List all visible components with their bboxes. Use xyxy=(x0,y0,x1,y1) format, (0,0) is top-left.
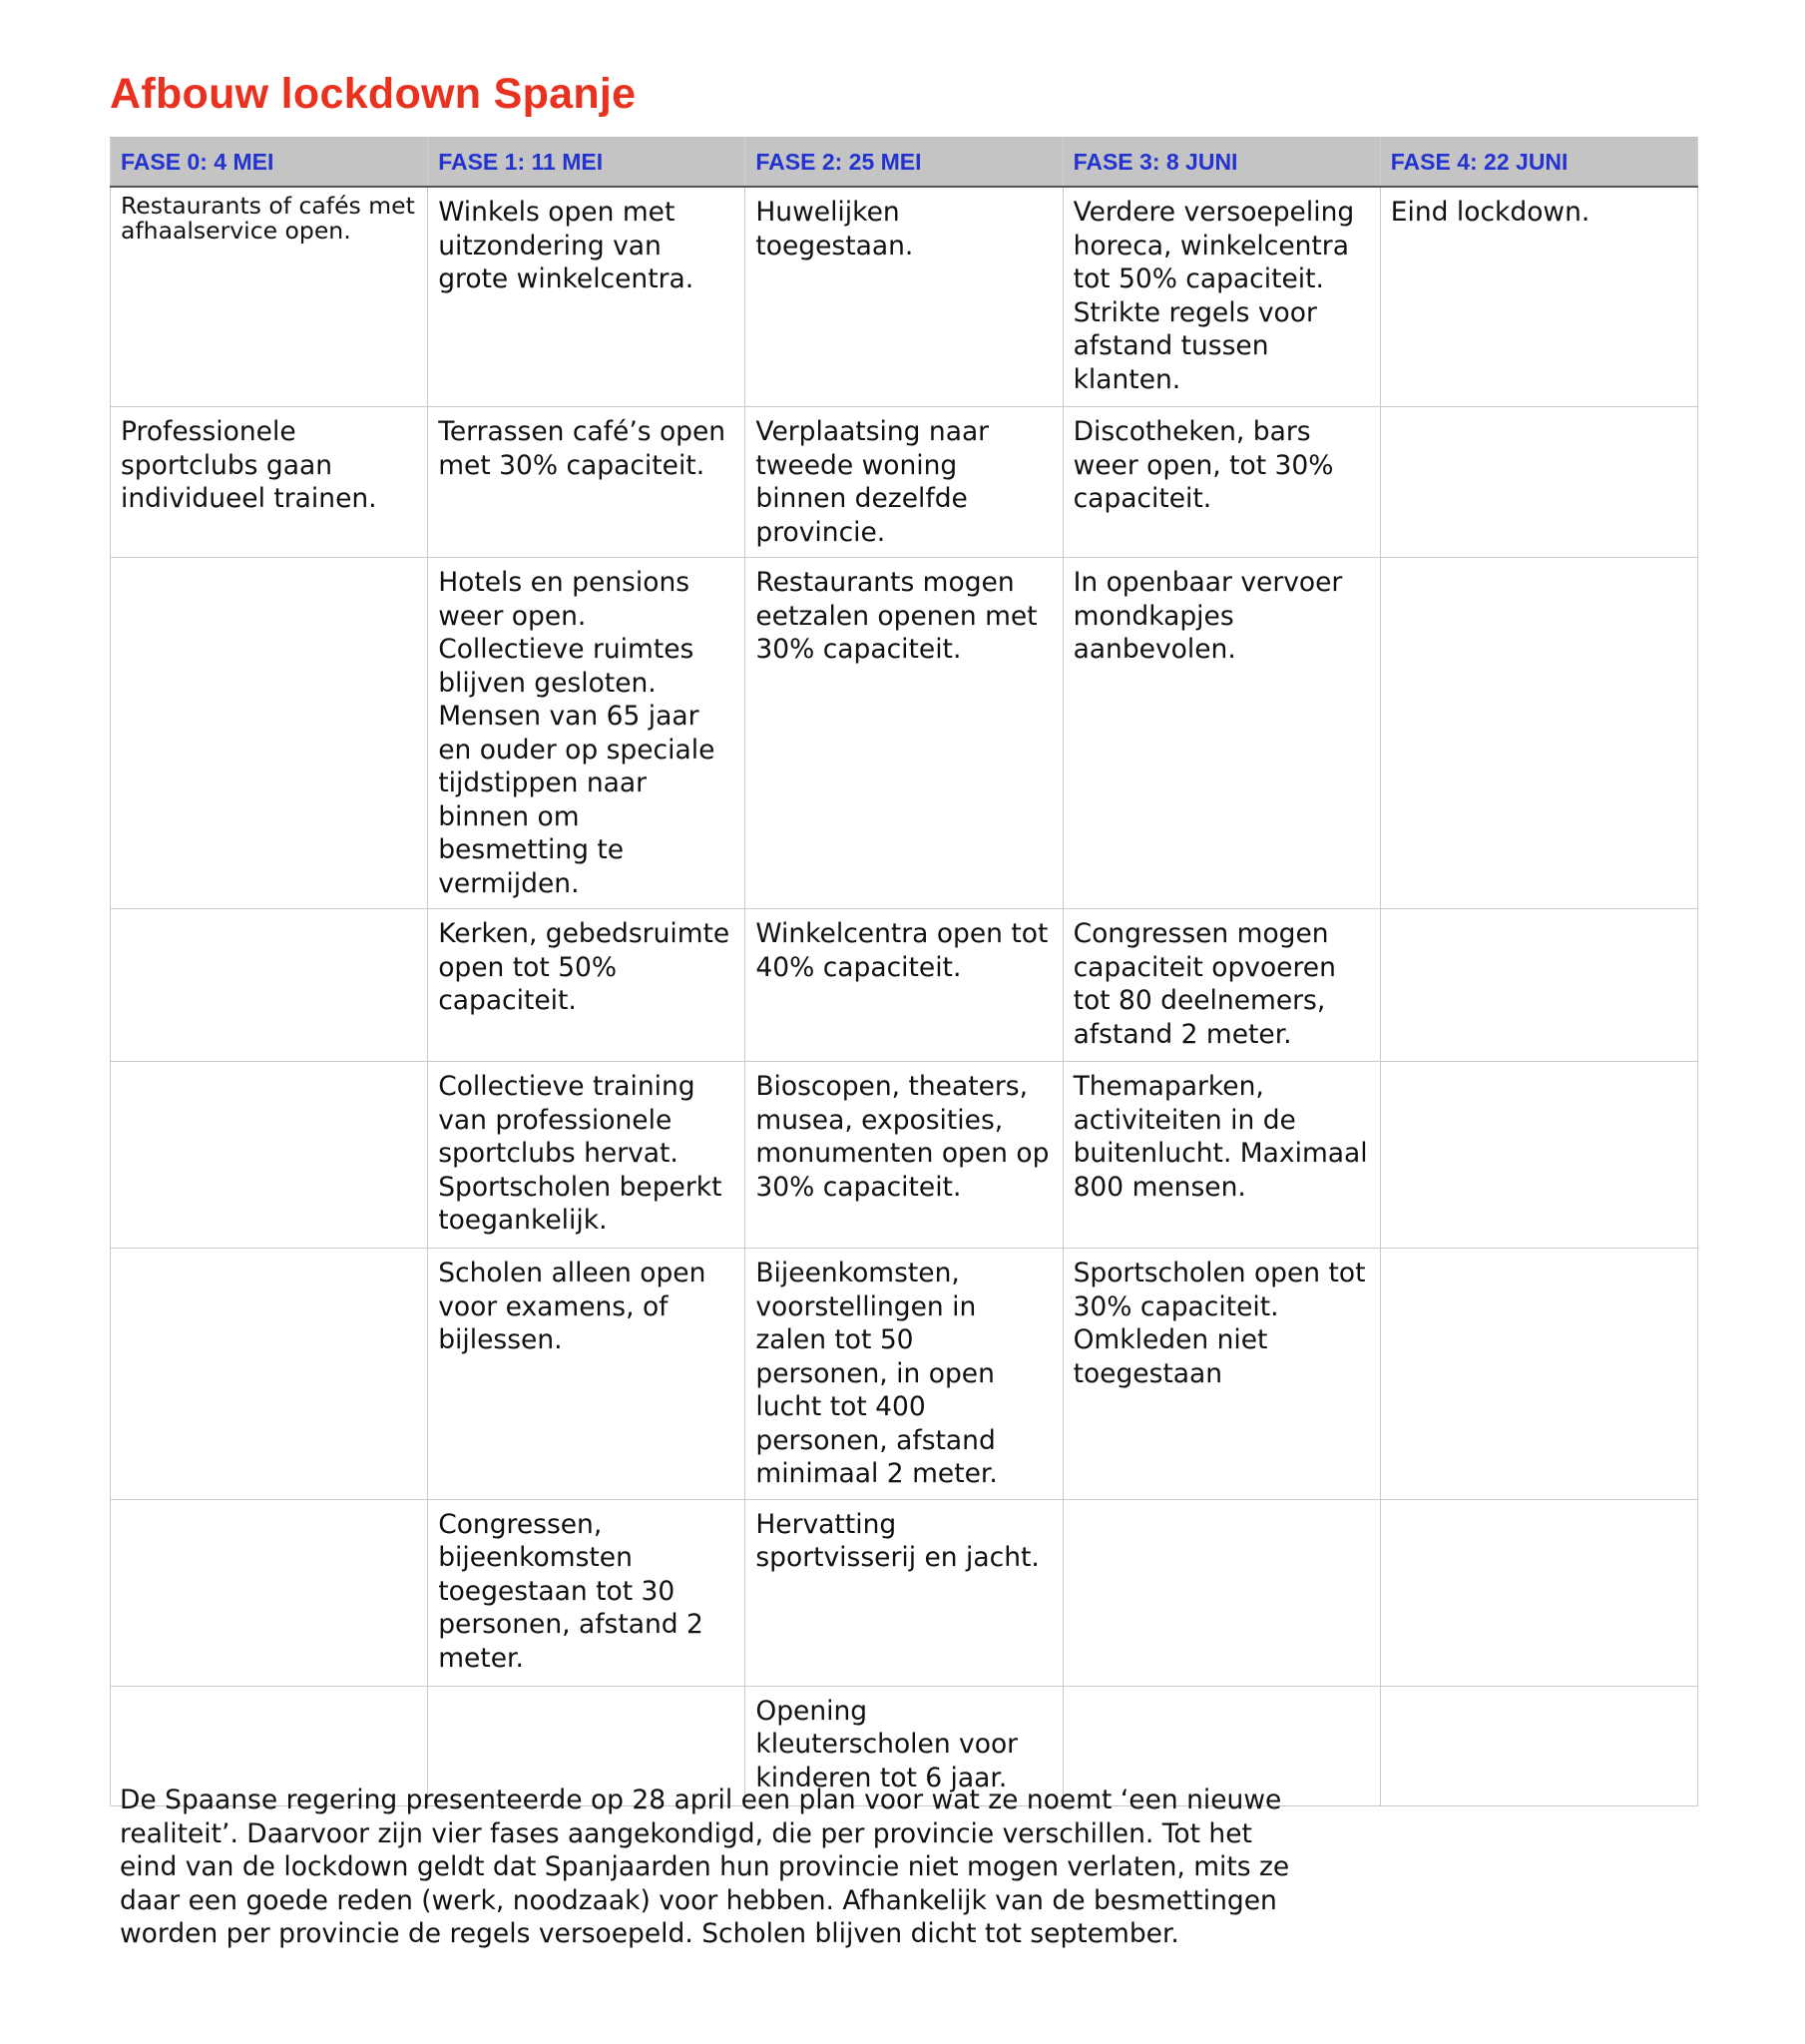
table-cell: Huwelijken toegestaan. xyxy=(745,187,1063,407)
table-cell: Bioscopen, theaters, musea, exposities, monumenten open op 30% capaciteit. xyxy=(745,1062,1063,1249)
table-cell: Discotheken, bars weer open, tot 30% capaciteit. xyxy=(1063,407,1380,558)
table-cell: Scholen alleen open voor examens, of bijlessen. xyxy=(428,1249,745,1500)
table-cell: Congressen, bijeenkomsten toegestaan tot 30 personen, afstand 2 meter. xyxy=(428,1499,745,1686)
table-cell xyxy=(111,1249,428,1500)
table-row xyxy=(111,407,1698,558)
table-cell xyxy=(111,558,428,909)
column-header-fase-4: FASE 4: 22 JUNI xyxy=(1380,138,1697,188)
column-header-fase-1: FASE 1: 11 MEI xyxy=(428,138,745,188)
table-row xyxy=(111,909,1698,1062)
table-cell xyxy=(111,1062,428,1249)
phase-table xyxy=(110,137,1698,1806)
table-cell: In openbaar vervoer mondkapjes aanbevolen. xyxy=(1063,558,1380,909)
table-cell: Opening kleuterscholen voor kinderen tot 6 jaar. xyxy=(745,1686,1063,1805)
table-cell: Restaurants mogen eetzalen openen met 30% capaciteit. xyxy=(745,558,1063,909)
table-cell xyxy=(1380,1686,1697,1805)
table-cell: Professionele sportclubs gaan individueel trainen. xyxy=(111,407,428,558)
table-cell xyxy=(1380,558,1697,909)
table-cell xyxy=(1380,407,1697,558)
table-cell: Hotels en pensions weer open. Collectieve ruimtes blijven gesloten. Mensen van 65 jaar en ouder op speciale tijdstippen naar binnen om besmetting te vermijden. xyxy=(428,558,745,909)
page-title: Afbouw lockdown Spanje xyxy=(110,70,637,118)
table-row xyxy=(111,1499,1698,1686)
column-header-fase-3: FASE 3: 8 JUNI xyxy=(1063,138,1380,188)
column-header-fase-2: FASE 2: 25 MEI xyxy=(745,138,1063,188)
table-cell: Collectieve training van professionele sportclubs hervat. Sportscholen beperkt toegankelijk. xyxy=(428,1062,745,1249)
table-cell xyxy=(1063,1499,1380,1686)
table-cell: Verdere versoepeling horeca, winkelcentra tot 50% capaciteit. Strikte regels voor afstand tussen klanten. xyxy=(1063,187,1380,407)
table-cell xyxy=(1380,1499,1697,1686)
table-row xyxy=(111,1249,1698,1500)
column-header-fase-0: FASE 0: 4 MEI xyxy=(111,138,428,188)
table-cell: Terrassen café’s open met 30% capaciteit. xyxy=(428,407,745,558)
table-row xyxy=(111,187,1698,407)
table-cell: Congressen mogen capaciteit opvoeren tot 80 deelnemers, afstand 2 meter. xyxy=(1063,909,1380,1062)
table-cell: Eind lockdown. xyxy=(1380,187,1697,407)
table-cell: Themaparken, activiteiten in de buitenlucht. Maximaal 800 mensen. xyxy=(1063,1062,1380,1249)
table-cell: Restaurants of cafés met afhaalservice open. xyxy=(111,187,428,407)
table-cell: Winkelcentra open tot 40% capaciteit. xyxy=(745,909,1063,1062)
table-cell: Verplaatsing naar tweede woning binnen dezelfde provincie. xyxy=(745,407,1063,558)
table-cell xyxy=(1380,909,1697,1062)
table-cell: Hervatting sportvisserij en jacht. xyxy=(745,1499,1063,1686)
table-cell: Bijeenkomsten, voorstellingen in zalen tot 50 personen, in open lucht tot 400 personen, afstand minimaal 2 meter. xyxy=(745,1249,1063,1500)
table-header-row xyxy=(111,138,1698,188)
table-row xyxy=(111,1062,1698,1249)
table-cell xyxy=(1380,1062,1697,1249)
table-row xyxy=(111,558,1698,909)
footnote-paragraph: De Spaanse regering presenteerde op 28 april een plan voor wat ze noemt ‘een nieuwe realiteit’. Daarvoor zijn vier fases aangekondigd, die per provincie verschillen. Tot het eind van de lockdown geldt dat Spanjaarden hun provincie niet mogen verlaten, mits ze daar een goede reden (werk, noodzaak) voor hebben. Afhankelijk van de besmettingen worden per provincie de regels versoepeld. Scholen blijven dicht tot september. xyxy=(120,1785,1290,1949)
table-cell xyxy=(111,1499,428,1686)
table-cell: Kerken, gebedsruimte open tot 50% capaciteit. xyxy=(428,909,745,1062)
table-cell xyxy=(1380,1249,1697,1500)
table-cell xyxy=(111,909,428,1062)
table-cell: Sportscholen open tot 30% capaciteit. Omkleden niet toegestaan xyxy=(1063,1249,1380,1500)
table-cell: Winkels open met uitzondering van grote winkelcentra. xyxy=(428,187,745,407)
